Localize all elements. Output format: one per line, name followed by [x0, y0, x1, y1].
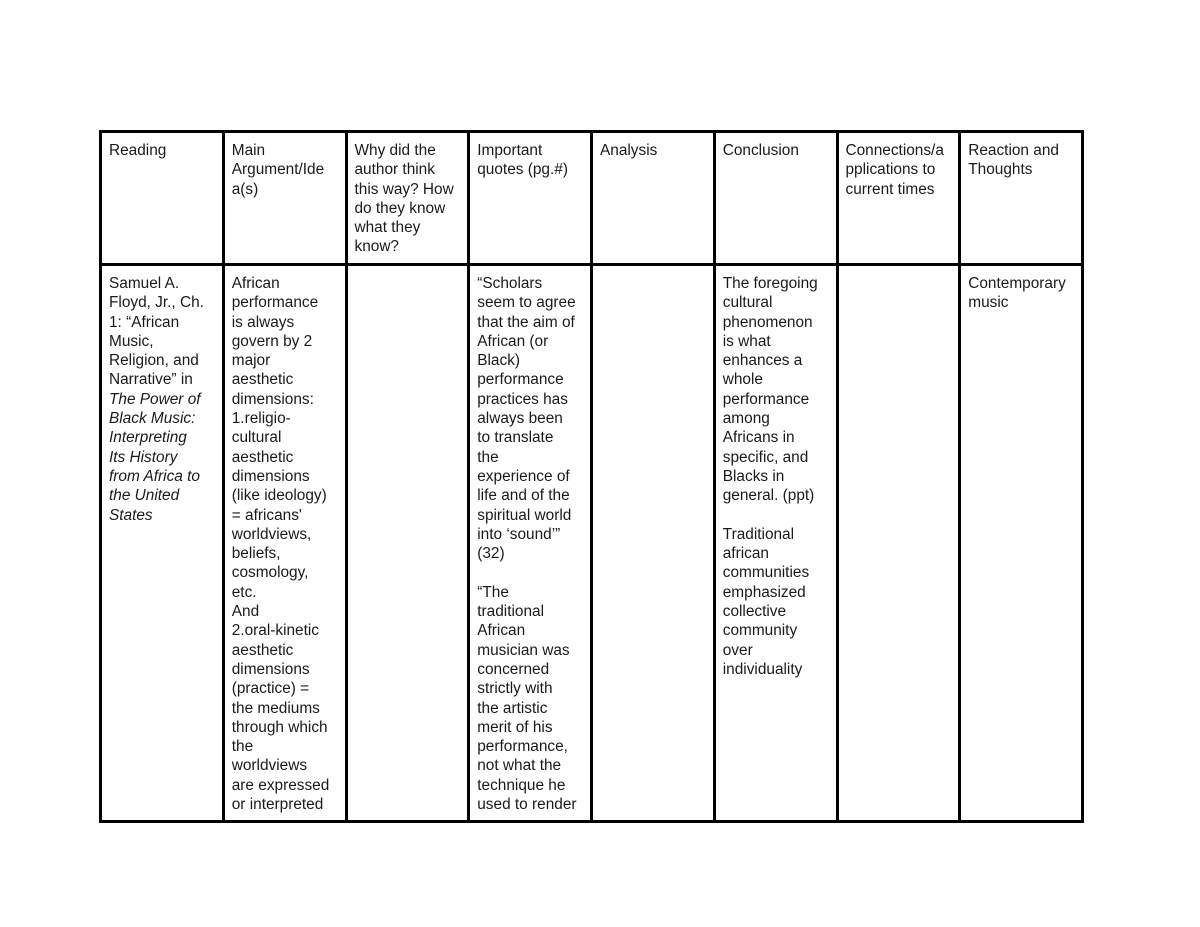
text-line: 1: “African [109, 313, 180, 331]
text-line: concerned [477, 660, 550, 678]
cell-reading [101, 265, 224, 822]
text-line: Conclusion [722, 142, 799, 159]
cell-main-argument [223, 265, 346, 822]
text-line: performance, [477, 738, 568, 756]
text-line: African [231, 275, 280, 292]
cell-why [346, 265, 469, 822]
paragraph-gap [477, 563, 584, 582]
text-line: individuality [722, 660, 803, 678]
text-line: performance [722, 390, 810, 408]
text-line: Black) [477, 352, 521, 370]
text-line: that the aim of [477, 313, 575, 331]
text-line: do they know [354, 199, 446, 217]
cell-reaction [960, 265, 1083, 822]
text-line: pplications to [845, 161, 936, 179]
text-line: (practice) = [231, 680, 310, 698]
text-line: Black Music: [109, 410, 196, 428]
reading-citation [109, 274, 216, 390]
text-line: this way? How [354, 180, 454, 198]
cell-connections [837, 265, 960, 822]
quote-scholars [477, 274, 584, 563]
text-line: etc. [231, 583, 257, 601]
text-line: a(s) [231, 180, 259, 198]
text-line: “The [477, 583, 509, 601]
text-line: collective [722, 603, 787, 621]
text-line: cosmology, [231, 564, 309, 582]
text-line: Contemporary [968, 275, 1066, 292]
header-reading [101, 132, 224, 265]
table-header-row [101, 132, 1083, 265]
text-line: enhances a [722, 352, 803, 370]
text-line: emphasized [722, 583, 806, 601]
text-line: Thoughts [968, 161, 1033, 179]
text-line: dimensions: [231, 390, 314, 408]
text-line: Music, [109, 332, 154, 350]
text-line: Important [477, 142, 543, 159]
text-line: always been [477, 410, 563, 428]
text-line: Main [231, 142, 266, 159]
text-line: traditional [477, 603, 544, 621]
text-line: dimensions [231, 660, 310, 678]
text-line: communities [722, 564, 810, 582]
text-line: Blacks in [722, 467, 785, 485]
text-line: musician was [477, 641, 570, 659]
text-line: aesthetic [231, 448, 294, 466]
text-line: = africans' [231, 506, 302, 524]
text-line: beliefs, [231, 545, 281, 563]
text-line: the [231, 738, 254, 756]
text-line: 1.religio- [231, 410, 291, 428]
header-conclusion [714, 132, 837, 265]
text-line: (32) [477, 545, 505, 563]
text-line: the mediums [231, 699, 320, 717]
text-line: know? [354, 238, 399, 256]
text-line: are expressed [231, 776, 330, 794]
text-line: cultural [722, 294, 773, 312]
text-line: used to render [477, 796, 577, 814]
quote-traditional-musician [477, 583, 584, 815]
text-line: major [231, 352, 271, 370]
text-line: Argument/Ide [231, 161, 325, 179]
text-line: life and of the [477, 487, 570, 505]
text-line: spiritual world [477, 506, 572, 524]
header-important-quotes [469, 132, 592, 265]
text-line: The foregoing [722, 275, 818, 292]
text-line: aesthetic [231, 371, 294, 389]
text-line: from Africa to [109, 467, 200, 485]
text-line: Connections/a [845, 142, 944, 159]
text-line: technique he [477, 776, 566, 794]
text-line: African [477, 622, 526, 640]
text-line: author think [354, 161, 435, 179]
header-connections [837, 132, 960, 265]
text-line: “Scholars [477, 275, 543, 292]
text-line: worldviews, [231, 525, 312, 543]
text-line: over [722, 641, 753, 659]
text-line: Samuel A. [109, 275, 180, 292]
text-line: The Power of [109, 390, 201, 408]
text-line: african [722, 545, 769, 563]
text-line: into ‘sound’” [477, 525, 561, 543]
text-line: practices has [477, 390, 568, 408]
text-line: dimensions [231, 467, 310, 485]
text-line: performance [231, 294, 319, 312]
text-line: States [109, 506, 153, 524]
text-line: Analysis [600, 142, 658, 159]
text-line: the United [109, 487, 180, 505]
text-line: experience of [477, 467, 570, 485]
cell-important-quotes [469, 265, 592, 822]
text-line: Religion, and [109, 352, 199, 370]
text-line: African (or [477, 332, 549, 350]
header-reaction [960, 132, 1083, 265]
text-line: is always [231, 313, 295, 331]
text-line: performance [477, 371, 564, 389]
text-line: And [231, 603, 260, 621]
text-line: govern by 2 [231, 332, 313, 350]
text-line: among [722, 410, 770, 428]
text-line: specific, and [722, 448, 809, 466]
text-line: whole [722, 371, 763, 389]
text-line: what they [354, 219, 421, 237]
text-line: quotes (pg.#) [477, 161, 568, 179]
reading-response-table [99, 130, 1084, 823]
text-line: not what the [477, 757, 562, 775]
text-line: Its History [109, 448, 178, 466]
conclusion-paragraph-1 [723, 274, 830, 506]
reading-book-title [109, 390, 216, 525]
text-line: Traditional [722, 525, 795, 543]
conclusion-paragraph-2 [723, 525, 830, 679]
table-row [101, 265, 1083, 822]
text-line: to translate [477, 429, 554, 447]
text-line: strictly with [477, 680, 553, 698]
text-line: is what [722, 332, 771, 350]
text-line: Floyd, Jr., Ch. [109, 294, 204, 312]
text-line: phenomenon [722, 313, 813, 331]
header-why [346, 132, 469, 265]
text-line: Reading [109, 142, 167, 159]
text-line: Africans in [722, 429, 795, 447]
text-line: aesthetic [231, 641, 294, 659]
text-line: worldviews [231, 757, 308, 775]
text-line: cultural [231, 429, 282, 447]
text-line: merit of his [477, 718, 553, 736]
paragraph-gap [723, 506, 830, 525]
cell-analysis [592, 265, 715, 822]
text-line: through which [231, 718, 328, 736]
text-line: general. (ppt) [722, 487, 815, 505]
text-line: current times [845, 180, 935, 198]
cell-conclusion [714, 265, 837, 822]
text-line: community [722, 622, 798, 640]
header-main-argument [223, 132, 346, 265]
text-line: seem to agree [477, 294, 576, 312]
header-analysis [592, 132, 715, 265]
text-line: Narrative” in [109, 371, 193, 389]
text-line: Interpreting [109, 429, 187, 447]
text-line: Why did the [354, 142, 436, 159]
text-line: the artistic [477, 699, 548, 717]
text-line: Reaction and [968, 142, 1059, 159]
text-line: or interpreted [231, 796, 324, 814]
text-line: 2.oral-kinetic [231, 622, 319, 640]
text-line: the [477, 448, 499, 466]
text-line: music [968, 294, 1009, 312]
text-line: (like ideology) [231, 487, 327, 505]
